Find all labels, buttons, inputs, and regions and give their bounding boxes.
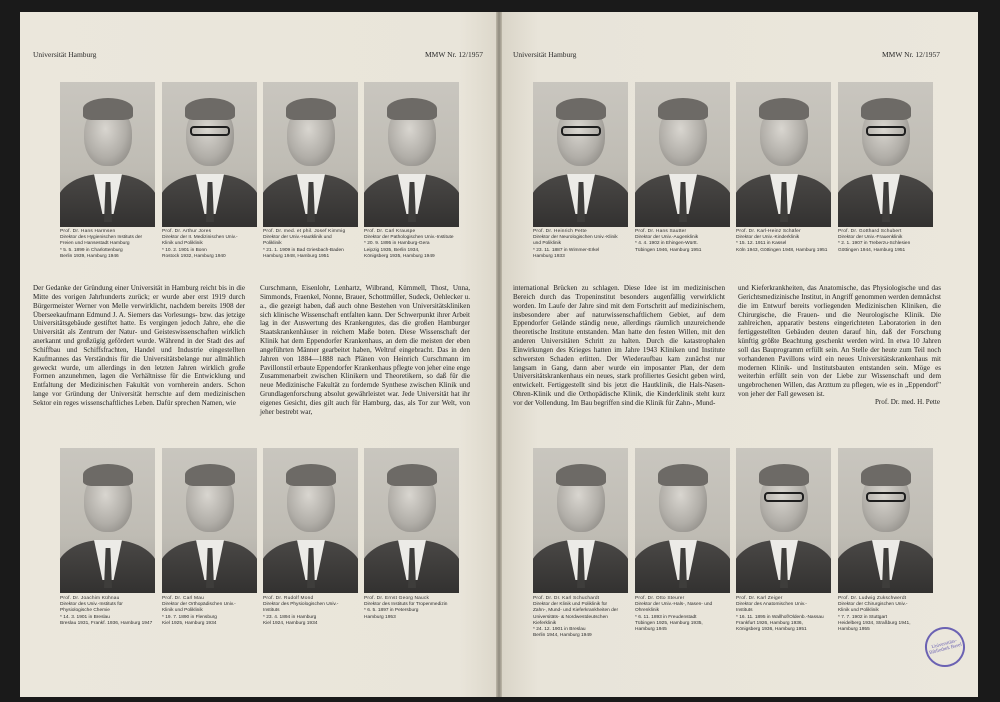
portrait-photo — [838, 448, 933, 593]
caption-line: Berlin 1939, Hamburg 1946 — [60, 253, 119, 259]
portrait-photo — [364, 448, 459, 593]
caption-line: Breslau 1931, Frankf. 1936, Hamburg 1947 — [60, 620, 153, 626]
caption-line: Direktor der Chirurgischen Univ.- — [838, 602, 908, 608]
caption-line: Hamburg 1945 — [635, 627, 667, 633]
caption-line: * 6. 5. 1897 in Petersburg — [364, 608, 419, 614]
caption-line: Zahn-, Mund- und Kieferkrankheiten der — [533, 608, 619, 614]
caption-line: * 10. 2. 1901 in Bonn — [162, 247, 207, 253]
caption-line: Tübingen 1946, Hamburg 1951 — [635, 247, 702, 253]
caption-line: Direktor des Hygienischen Instituts der — [60, 235, 143, 241]
portrait-shape — [185, 98, 235, 120]
caption-name: Prof. Dr. Karl-Heinz Schäfer — [736, 229, 801, 234]
caption-name: Prof. Dr. Otto Steurer — [635, 596, 685, 601]
caption-line: * 5. 5. 1899 in Charlottenburg — [60, 247, 123, 253]
portrait-photo — [533, 82, 628, 227]
caption-line: Frankfurt 1926, Hamburg 1936, — [736, 620, 803, 626]
portrait-caption — [838, 596, 934, 633]
caption-line: Physiologische Chemie — [60, 608, 110, 614]
caption-line: Direktor der Univ.-Hautklinik und — [263, 235, 332, 241]
caption-line: Instituts — [736, 608, 753, 614]
portrait-photo — [263, 448, 358, 593]
caption-name: Prof. Dr. Hans Sautter — [635, 229, 687, 234]
portrait-shape — [658, 98, 708, 120]
portrait-shape — [556, 98, 606, 120]
portrait-caption — [60, 229, 156, 260]
caption-name: Prof. Dr. Karl Zeiger — [736, 596, 783, 601]
portrait-caption — [162, 229, 258, 260]
portrait-shape — [556, 464, 606, 486]
caption-line: Poliklinik — [263, 241, 282, 247]
portrait-caption — [635, 229, 731, 254]
caption-name: Prof. Dr. Joachim Kühnau — [60, 596, 120, 601]
caption-line: Königsberg 1936, Hamburg 1951 — [736, 627, 807, 633]
caption-name: Prof. Dr. Heinrich Pette — [533, 229, 587, 234]
portrait-shape — [185, 464, 235, 486]
caption-line: Freien und Hansestadt Hamburg — [60, 241, 130, 247]
caption-line: Hamburg 1933 — [533, 253, 565, 259]
caption-line: * 20. 9. 1895 in Hamburg-Gera — [364, 241, 430, 247]
caption-line: Direktor der Klinik und Poliklinik für — [533, 602, 608, 608]
portrait-photo — [533, 448, 628, 593]
portrait-shape — [387, 464, 437, 486]
caption-name: Prof. Dr. Carl Mau — [162, 596, 204, 601]
portrait-shape — [83, 464, 133, 486]
caption-line: Direktor der Univ.-Augenklinik — [635, 235, 699, 241]
portrait-shape — [658, 464, 708, 486]
caption-line: * 19. 7. 1890 in Flensburg — [162, 614, 217, 620]
portrait-shape — [190, 126, 230, 136]
caption-name: Prof. Dr. Dr. Karl Schuchardt — [533, 596, 600, 601]
caption-line: * 7. 7. 1902 in Stuttgart — [838, 614, 888, 620]
article-column-2: Curschmann, Eisenlohr, Lenhartz, Wilbrand, Kümmell, Thost, Unna, Simmonds, Fraenkel, Nonne, Brauer, Schottmüller, Sudeck, Oehlecker u. a., die gezeigt haben, daß auch ohne Bestehen von Universitätskliniken sich klinische Wissenschaft entfalten kann. Der Schwerpunkt ihrer Arbeit lag in der Auswertung des Krankengutes, das die großen Hamburger Staatskrankenhäuser in reichem Maße boten. Diese Wissenschaft der Klinik hat dem Eppendorfer Krankenhaus, an dem die meisten der eben angeführten Männer gearbeitet haben, Weltruf eingebracht. Das in den Jahren von 1884—1888 nach Plänen von Heinrich Curschmann im Pavillonstil erbaute Eppendorfer Krankenhaus pflegte von jeher eine enge Zusammenarbeit zwischen Klinikern und Theoretikern, so daß für die neue Medizinische Fakultät zu fordernde Synthese zwischen Klinik und Grundlagenforschung absolut gewährleistet war. Jede Universität hat ihr eigenes Gesicht, dies gilt auch für Hamburg, das, als Tor zur Welt, von jeher bestrebt war, — [260, 284, 470, 416]
caption-line: * 15. 12. 1911 in Kassel — [736, 241, 787, 247]
article-column-3: international Brücken zu schlagen. Diese Idee ist im medizinischen Bereich durch das Tropeninstitut besonders augenfällig verwirklicht worden. Im Laufe der Jahre sind mit dem Fortschritt auf medizinischem, insbesondere aber auf naturwissenschaftlichem Gebiet, auf dem Eppendorfer Gelände ständig neue, allerdings räumlich unzureichende theoretische Institute entstanden. Man hatte den festen Willen, mit den anderen Universitäten Schritt zu halten. Durch die katastrophalen Einwirkungen des Krieges hatten im Jahre 1943 Kliniken und Institute schwersten Schaden erlitten. Der Wiederaufbau kam zunächst nur langsam in Gang, dann aber wurde ein imposanter Plan, der dem Universitätskrankenhaus ein neues, stark profiliertes Gesicht geben wird, entwickelt. Fertiggestellt sind bis jetzt die Hautklinik, die Hals-Nasen-Ohren-Klinik und die Orthopädische Klinik, die Kinderklinik steht kurz vor der Vollendung. Im Bau begriffen sind die Klinik für Zahn-, Mund- — [513, 284, 725, 407]
caption-line: * 6. 11. 1893 in Freudenstadt — [635, 614, 697, 620]
caption-line: Direktor der Pathologischen Univ.-Institute — [364, 235, 454, 241]
caption-line: Kiel 1925, Hamburg 1934 — [162, 620, 217, 626]
caption-line: Klinik und Poliklinik — [162, 241, 203, 247]
portrait-caption — [533, 229, 629, 260]
portrait-caption — [364, 229, 460, 260]
caption-line: Direktor der Orthopädischen Univ.- — [162, 602, 236, 608]
portrait-shape — [759, 464, 809, 486]
caption-name: Prof. Dr. med. et phil. Josef Kimmig — [263, 229, 346, 234]
caption-line: * 21. 1. 1909 in Bad Griesbach-Baden — [263, 247, 344, 253]
caption-line: * 23. 4. 1894 in Hamburg — [263, 614, 317, 620]
portrait-photo — [736, 82, 831, 227]
portrait-photo — [635, 82, 730, 227]
portrait-caption — [838, 229, 934, 254]
caption-line: Göttingen 1944, Hamburg 1951 — [838, 247, 906, 253]
caption-line: Klinik und Poliklinik — [162, 608, 203, 614]
caption-line: Köln 1943, Göttingen 1948, Hamburg 1951 — [736, 247, 828, 253]
portrait-caption — [736, 229, 832, 254]
left-running-title: Universität Hamburg — [33, 50, 97, 59]
portrait-caption — [263, 596, 359, 627]
portrait-photo — [364, 82, 459, 227]
article-column-4: und Kieferkrankheiten, das Anatomische, das Physiologische und das Gerichtsmedizinische Institut, in Angriff genommen werden demnächst die im Entwurf bereits vorliegenden Medizinischen Kliniken, die Chirurgische, die Frauen- und die Neurologische Klinik. Die zahlreichen, apparativ bestens eingerichteten Laboratorien in den fertiggestellten Gebäuden deuten darauf hin, daß der Forschung künftig größte Beachtung geschenkt werden wird. In etwa 10 Jahren soll das Bauprogramm erfüllt sein. An Stelle der heute zum Teil noch vorhandenen Pavillons wird ein neues Universitätskrankenhaus mit modernen Klinik- und Institutsbauten entstanden sein. Möge es weiterhin erfüllt sein von der Liebe zur Wissenschaft und dem ungebrochenen Willen, das Arzttum zu pflegen, wie es in „Eppendorf" von jeher der Fall gewesen ist. — [738, 284, 941, 399]
portrait-shape — [286, 98, 336, 120]
caption-line: Direktor des Physiologischen Univ.- — [263, 602, 339, 608]
library-stamp-text: Universitäts-Bibliothek Basel — [928, 638, 963, 657]
portrait-shape — [83, 98, 133, 120]
caption-line: Direktor der Univ.-Kinderklinik — [736, 235, 800, 241]
caption-name: Prof. Dr. Hans Harmsen — [60, 229, 116, 234]
portrait-photo — [635, 448, 730, 593]
portrait-photo — [838, 82, 933, 227]
portrait-shape — [387, 98, 437, 120]
portrait-shape — [764, 492, 804, 502]
portrait-caption — [60, 596, 156, 627]
caption-line: * 23. 11. 1887 in Wimmer-Erkel — [533, 247, 600, 253]
portrait-caption — [635, 596, 731, 633]
book-gutter — [496, 12, 502, 697]
right-running-title: Universität Hamburg — [513, 50, 577, 59]
caption-line: * 14. 3. 1901 in Breslau — [60, 614, 110, 620]
portrait-shape — [866, 492, 906, 502]
portrait-shape — [286, 464, 336, 486]
portrait-shape — [866, 126, 906, 136]
portrait-caption — [263, 229, 359, 260]
caption-line: Rostock 1932, Hamburg 1940 — [162, 253, 226, 259]
portrait-caption — [736, 596, 832, 633]
caption-line: Universitäts- & Nordwestdeutschen Kieferklinik — [533, 614, 608, 626]
caption-line: Hamburg 1948, Hamburg 1951 — [263, 253, 330, 259]
right-issue-number: MMW Nr. 12/1957 — [882, 50, 940, 59]
left-issue-number: MMW Nr. 12/1957 — [425, 50, 483, 59]
caption-line: Instituts — [263, 608, 280, 614]
caption-line: Ohrenklinik — [635, 608, 659, 614]
caption-line: Heidelberg 1934, Straßburg 1941, — [838, 620, 911, 626]
caption-line: Tübingen 1925, Hamburg 1935, — [635, 620, 703, 626]
portrait-photo — [263, 82, 358, 227]
author-signature: Prof. Dr. med. H. Pette — [874, 398, 940, 406]
caption-name: Prof. Dr. Arthur Jores — [162, 229, 212, 234]
caption-line: Hamburg 1955 — [838, 627, 870, 633]
caption-line: Leipzig 1935, Berlin 1934, — [364, 247, 420, 253]
caption-line: Direktor der Univ.-Frauenklinik — [838, 235, 903, 241]
portrait-photo — [162, 82, 257, 227]
portrait-caption — [364, 596, 460, 621]
caption-line: * 24. 12. 1901 in Breslau — [533, 627, 586, 633]
caption-line: Direktor der Univ.-Hals-, Nasen- und — [635, 602, 713, 608]
caption-name: Prof. Dr. Ernst Georg Nauck — [364, 596, 430, 601]
portrait-caption — [162, 596, 258, 627]
caption-line: Direktor des Univ.-Instituts für — [60, 602, 123, 608]
portrait-photo — [162, 448, 257, 593]
caption-line: * 16. 11. 1895 in Wallhof/Oldenb.-Nassau — [736, 614, 824, 620]
portrait-shape — [561, 126, 601, 136]
portrait-photo — [60, 448, 155, 593]
caption-line: Königsberg 1935, Hamburg 1949 — [364, 253, 435, 259]
caption-name: Prof. Dr. Rudolf Mond — [263, 596, 314, 601]
caption-name: Prof. Dr. Gotthard Schubert — [838, 229, 902, 234]
caption-line: Direktor des Anatomischen Univ.- — [736, 602, 807, 608]
caption-line: und Poliklinik — [533, 241, 561, 247]
portrait-photo — [736, 448, 831, 593]
article-column-1: Der Gedanke der Gründung einer Universität in Hamburg reicht bis in die Mitte des vorigen Jahrhunderts zurück; er wurde aber erst 1919 durch Bürgermeister Werner von Melle verwirklicht, nachdem bereits 1908 der Überseekaufmann Edmund J. A. Siemers das Vorlesungs- bzw. das jetzige Universitätsgebäude gestiftet hatte. Es vergingen jedoch Jahre, ehe die Universität als Zentrum der Natur- und Geisteswissenschaften wirklich anerkannt und großzügig gefördert wurde. Während in der Stadt des auf Schiffbau und Schiffsfrachten, Handel und Industrie eingestellten Kaufmannes das Verständnis für die Universitätsbelange nur allmählich geweckt wurde, um allerdings in den letzten Jahren wirklich große Formen anzunehmen, lagen die Verhältnisse für die Entwicklung und Entfaltung der Medizinischen Fakultät von vornherein anders. Schon lange vor Gründung der Universität herrschte auf dem medizinischen Sektor ein reges wissenschaftliches Leben. Dafür sprechen Namen, wie — [33, 284, 245, 407]
portrait-shape — [861, 98, 911, 120]
caption-line: * 2. 1. 1907 in Treberzu-Schlesien — [838, 241, 911, 247]
caption-name: Prof. Dr. Ludwig Zukschwerdt — [838, 596, 907, 601]
caption-line: Klinik und Poliklinik — [838, 608, 879, 614]
caption-line: Hamburg 1953 — [364, 614, 396, 620]
caption-line: Berlin 1944, Hamburg 1949 — [533, 633, 592, 639]
portrait-caption — [533, 596, 629, 639]
caption-line: Direktor der Neurologischen Univ.-Klinik — [533, 235, 618, 241]
caption-line: Kiel 1924, Hamburg 1934 — [263, 620, 318, 626]
portrait-photo — [60, 82, 155, 227]
portrait-shape — [861, 464, 911, 486]
caption-line: * 4. 4. 1902 in Ehingen-Württ. — [635, 241, 698, 247]
caption-line: Direktor des Instituts für Tropenmedizin — [364, 602, 448, 608]
caption-name: Prof. Dr. Carl Krauspe — [364, 229, 416, 234]
portrait-shape — [759, 98, 809, 120]
caption-line: Direktor der II. Medizinischen Univ.- — [162, 235, 238, 241]
